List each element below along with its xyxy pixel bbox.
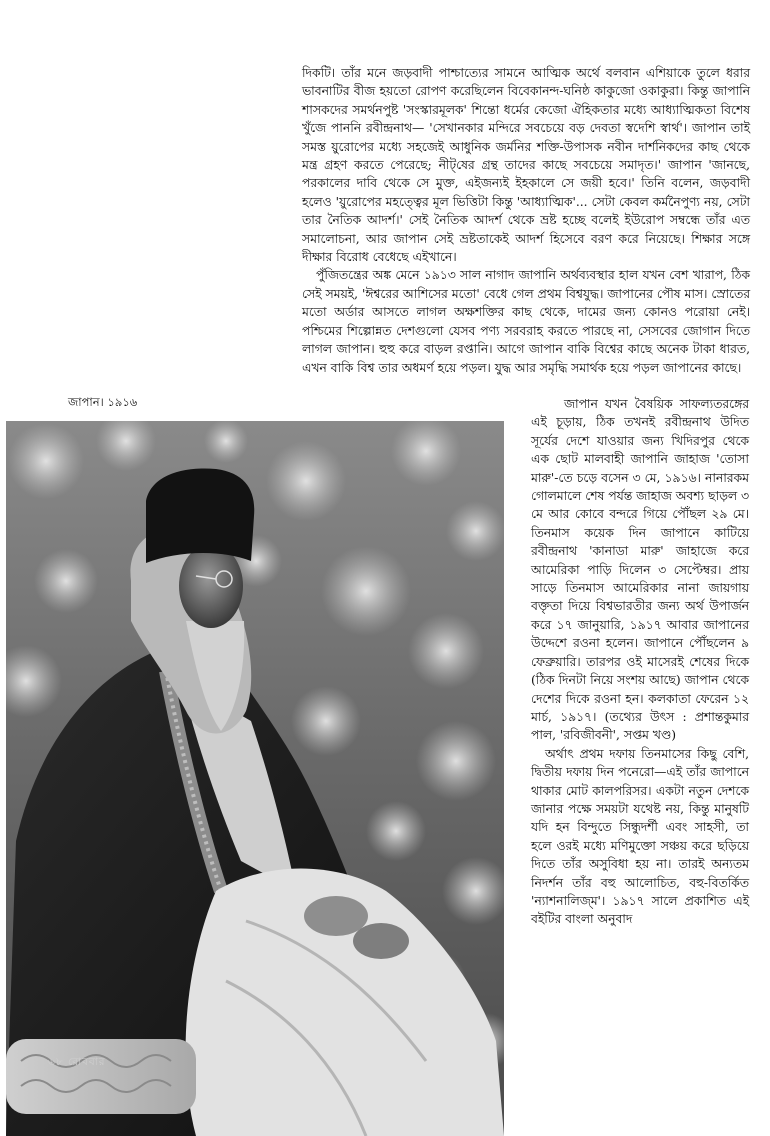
paragraph-3: জাপান যখন বৈষয়িক সাফল্যতরঙ্গের এই চূড়ায়, ঠিক তখনই রবীন্দ্রনাথ উদিত সূর্যের দেশে যাওয়ার জন্য খিদিরপুর থেকে এক ছোট মালবাহী জাপানি জাহাজ 'তোসা মারু'-তে চড়ে বসেন ৩ মে, ১৯১৬। নানারকম গোলমালে শেষ পর্যন্ত জাহাজ অবশ্য ছাড়ল ৩ মে আর কোবে বন্দরে গিয়ে পৌঁছল ২৯ মে। তিনমাস কয়েক দিন জাপানে কাটিয়ে রবীন্দ্রনাথ 'কানাডা মারু' জাহাজে করে আমেরিকা পাড়ি দিলেন ৩ সেপ্টেম্বর। প্রায় সাড়ে তিনমাস আমেরিকার নানা জায়গায় বক্তৃতা দিয়ে বিশ্বভারতীর জন্য অর্থ উপার্জন করে ১৭ জানুয়ারি, ১৯১৭ আবার জাপানের উদ্দেশে রওনা হলেন। জাপানে পৌঁছলেন ৯ ফেব্রুয়ারি। তারপর ওই মাসেরই শেষের দিকে (ঠিক দিনটা নিয়ে সংশয় আছে) জাপান থেকে দেশের দিকে রওনা হন। কলকাতা ফেরেন ১২ মার্চ, ১৯১৭। (তথ্যের উৎস : প্রশান্তকুমার পাল, 'রবিজীবনী', সপ্তম খণ্ড) [531, 397, 749, 743]
paragraph-2: পুঁজিতন্ত্রের অঙ্ক মেনে ১৯১৩ সাল নাগাদ জাপানি অর্থব্যবস্থার হাল যখন বেশ খারাপ, ঠিক সেই সময়ই, 'ঈশ্বরের আশিসের মতো' বেধে গেল প্রথম বিশ্বযুদ্ধ। জাপানের পৌষ মাস। স্রোতের মতো অর্ডার আসতে লাগল অক্ষশক্তির কাছ থেকে, দামের জন্য কোনও পরোয়া নেই। পশ্চিমের শিল্পোন্নত দেশগুলো যেসব পণ্য সরবরাহ করতে পারছে না, সেসবের জোগান দিতে লাগল জাপান। হুহু করে বাড়ল রপ্তানি। আগে জাপান বাকি বিশ্বের কাছে অনেক টাকা ধারত, এখন বাকি বিশ্ব তার অধমর্ণ হয়ে পড়ল। যুদ্ধ আর সমৃদ্ধি সমার্থক হয়ে পড়ল জাপানের কাছে। [302, 268, 750, 375]
paragraph-1: দিকটি। তাঁর মনে জড়বাদী পাশ্চাত্যের সামনে আত্মিক অর্থে বলবান এশিয়াকে তুলে ধরার ভাবনাটির বীজ হয়তো রোপণ করেছিলেন বিবেকানন্দ-ঘনিষ্ঠ কাকুজো ওকাকুরা। কিন্তু জাপানি শাসকদের সমর্থনপুষ্ট 'সংস্কারমূলক' শিন্তো ধর্মের কেজো ঐহিকতার মধ্যে আধ্যাত্মিকতা বিশেষ খুঁজে পাননি রবীন্দ্রনাথ— 'সেখানকার মন্দিরে সবচেয়ে বড় দেবতা স্বদেশি স্বার্থ'। জাপান তাই সমস্ত য়ুরোপের মধ্যে সহজেই আধুনিক জর্মনির শক্তি-উপাসক নবীন দার্শনিকদের কাছ থেকে মন্ত্র গ্রহণ করতে পেরেছে; নীট্‌ষের গ্রন্থ তাদের কাছে সবচেয়ে সমাদৃত।' জাপান 'জানছে, পরকালের দাবি থেকে সে মুক্ত, এইজন্যই ইহকালে সে জয়ী হবে।' তিনি বলেন, জড়বাদী হলেও 'য়ুরোপের মহত্ত্বের মূল ভিত্তিটা কিন্তু 'আধ্যাত্মিক'... সেটা কেবল কর্মনৈপুণ্য নয়, সেটা তার নৈতিক আদর্শ।' সেই নৈতিক আদর্শ থেকে ভ্রষ্ট হচ্ছে বলেই ইউরোপ সম্বন্ধে তাঁর এত সমালোচনা, আর জাপান সেই ভ্রষ্টতাকেই আদর্শ হিসেবে বরণ করে নিয়েছে। শিক্ষার সঙ্গে দীক্ষার বিরোধ বেধেছে এইখানে। [302, 66, 750, 265]
body-text-top [302, 64, 750, 377]
portrait-photograph [6, 421, 504, 1136]
paragraph-4: অর্থাৎ প্রথম দফায় তিনমাসের কিছু বেশি, দ্বিতীয় দফায় দিন পনেরো—এই তাঁর জাপানে থাকার মোট কালপরিসর। একটা নতুন দেশকে জানার পক্ষে সময়টা যথেষ্ট নয়, কিন্তু মানুষটি যদি হন বিন্দুতে সিন্ধুদর্শী এবং সাহসী, তা হলে ওরই মধ্যে মণিমুক্তো সঞ্চয় করে ছড়িয়ে দিতে তাঁর অসুবিধা হয় না। তারই অন্যতম নিদর্শন তাঁর বহু আলোচিত, বহু-বিতর্কিত 'ন্যাশনালিজ্‌ম'। ১৯১৭ সালে প্রকাশিত এই বইটির বাংলা অনুবাদ [531, 746, 749, 927]
photo-caption: জাপান। ১৯১৬ [68, 395, 138, 409]
page-folio: ৬৮ রোববার [48, 1056, 106, 1068]
body-text-side [531, 395, 749, 929]
